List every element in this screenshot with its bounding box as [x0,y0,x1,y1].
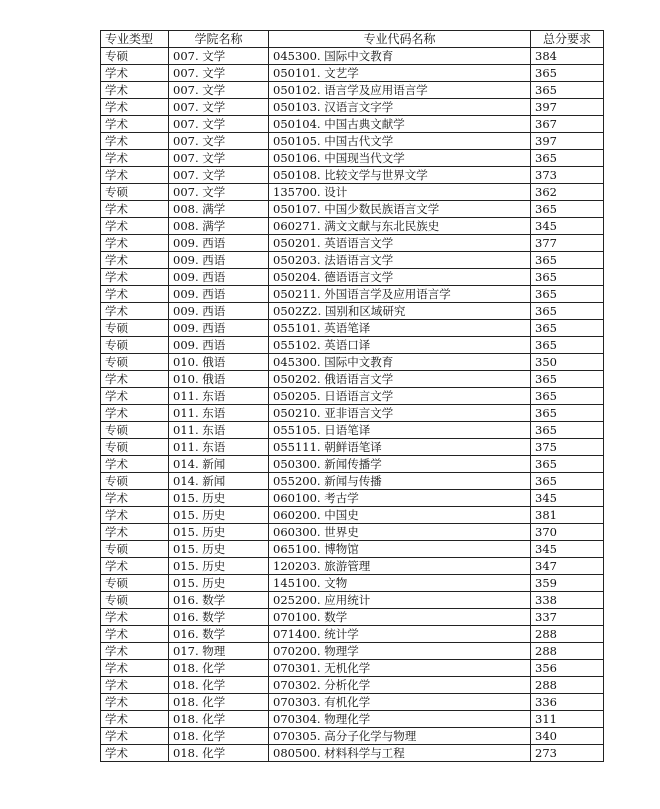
cell-major-code-name: 060271. 满文文献与东北民族史 [269,218,531,235]
cell-total-score: 288 [531,626,604,643]
cell-total-score: 365 [531,456,604,473]
cell-major-type: 学术 [101,218,169,235]
cell-college-name: 018. 化学 [169,745,269,762]
cell-college-name: 007. 文学 [169,116,269,133]
cell-total-score: 365 [531,150,604,167]
cell-total-score: 288 [531,643,604,660]
cell-total-score: 365 [531,388,604,405]
cell-college-name: 007. 文学 [169,184,269,201]
cell-college-name: 008. 满学 [169,201,269,218]
table-row [101,388,604,405]
cell-major-type: 学术 [101,660,169,677]
cell-major-type: 学术 [101,167,169,184]
cell-total-score: 345 [531,541,604,558]
cell-major-code-name: 055101. 英语笔译 [269,320,531,337]
cell-college-name: 009. 西语 [169,235,269,252]
cell-major-code-name: 055102. 英语口译 [269,337,531,354]
cell-college-name: 015. 历史 [169,507,269,524]
cell-major-code-name: 050210. 亚非语言文学 [269,405,531,422]
table-row [101,575,604,592]
cell-major-type: 学术 [101,133,169,150]
table-row [101,286,604,303]
table-row [101,235,604,252]
cell-major-code-name: 070302. 分析化学 [269,677,531,694]
table-row [101,269,604,286]
cell-major-code-name: 070305. 高分子化学与物理 [269,728,531,745]
cell-major-type: 学术 [101,711,169,728]
cell-major-type: 学术 [101,490,169,507]
cell-college-name: 009. 西语 [169,252,269,269]
cell-major-type: 专硕 [101,184,169,201]
cell-total-score: 365 [531,65,604,82]
cell-major-type: 专硕 [101,320,169,337]
cell-major-code-name: 050107. 中国少数民族语言文学 [269,201,531,218]
table-row [101,167,604,184]
cell-total-score: 370 [531,524,604,541]
header-major-code-name: 专业代码名称 [269,31,531,48]
table-row [101,558,604,575]
cell-total-score: 365 [531,269,604,286]
cell-major-type: 学术 [101,286,169,303]
cell-total-score: 359 [531,575,604,592]
cell-major-code-name: 055200. 新闻与传播 [269,473,531,490]
table-row [101,524,604,541]
table-row [101,133,604,150]
cell-major-code-name: 070200. 物理学 [269,643,531,660]
cell-major-type: 学术 [101,694,169,711]
cell-college-name: 011. 东语 [169,405,269,422]
header-row [101,31,604,48]
table-row [101,694,604,711]
cell-major-type: 学术 [101,626,169,643]
cell-major-type: 专硕 [101,422,169,439]
cell-major-code-name: 050102. 语言学及应用语言学 [269,82,531,99]
cell-total-score: 377 [531,235,604,252]
cell-major-code-name: 070100. 数学 [269,609,531,626]
cell-college-name: 011. 东语 [169,422,269,439]
cell-major-code-name: 050108. 比较文学与世界文学 [269,167,531,184]
cell-major-code-name: 025200. 应用统计 [269,592,531,609]
cell-total-score: 345 [531,490,604,507]
table-row [101,643,604,660]
cell-major-type: 学术 [101,728,169,745]
cell-total-score: 350 [531,354,604,371]
table-row [101,541,604,558]
table-row [101,82,604,99]
cell-major-code-name: 065100. 博物馆 [269,541,531,558]
cell-total-score: 356 [531,660,604,677]
cell-total-score: 365 [531,286,604,303]
table-row [101,252,604,269]
cell-total-score: 340 [531,728,604,745]
cell-college-name: 007. 文学 [169,167,269,184]
table-row [101,711,604,728]
cell-college-name: 009. 西语 [169,269,269,286]
cell-college-name: 016. 数学 [169,592,269,609]
cell-total-score: 345 [531,218,604,235]
cell-major-code-name: 050104. 中国古典文献学 [269,116,531,133]
table-header [101,31,604,48]
cell-major-code-name: 070301. 无机化学 [269,660,531,677]
cell-college-name: 014. 新闻 [169,473,269,490]
cell-total-score: 373 [531,167,604,184]
cell-major-code-name: 0502Z2. 国别和区域研究 [269,303,531,320]
cell-major-type: 学术 [101,388,169,405]
cell-total-score: 365 [531,82,604,99]
cell-college-name: 015. 历史 [169,541,269,558]
cell-college-name: 009. 西语 [169,337,269,354]
cell-total-score: 362 [531,184,604,201]
table-row [101,303,604,320]
cell-college-name: 007. 文学 [169,65,269,82]
cell-college-name: 017. 物理 [169,643,269,660]
cell-major-type: 学术 [101,405,169,422]
cell-major-type: 专硕 [101,337,169,354]
cell-major-type: 学术 [101,116,169,133]
cell-college-name: 009. 西语 [169,286,269,303]
cell-major-type: 学术 [101,745,169,762]
cell-total-score: 347 [531,558,604,575]
cell-major-code-name: 060200. 中国史 [269,507,531,524]
table-row [101,456,604,473]
cell-major-code-name: 050201. 英语语言文学 [269,235,531,252]
table-row [101,99,604,116]
table-row [101,422,604,439]
cell-major-code-name: 070304. 物理化学 [269,711,531,728]
cell-major-type: 学术 [101,235,169,252]
cell-major-type: 学术 [101,558,169,575]
cell-total-score: 365 [531,320,604,337]
cell-major-type: 学术 [101,371,169,388]
cell-major-type: 专硕 [101,473,169,490]
cell-college-name: 014. 新闻 [169,456,269,473]
table-row [101,439,604,456]
cell-major-code-name: 050105. 中国古代文学 [269,133,531,150]
cell-major-code-name: 050204. 德语语言文学 [269,269,531,286]
cell-college-name: 018. 化学 [169,660,269,677]
cell-total-score: 397 [531,99,604,116]
cell-major-type: 学术 [101,303,169,320]
cell-college-name: 015. 历史 [169,575,269,592]
cell-major-code-name: 055105. 日语笔译 [269,422,531,439]
cell-major-type: 学术 [101,82,169,99]
cell-major-type: 学术 [101,269,169,286]
cell-total-score: 367 [531,116,604,133]
cell-total-score: 397 [531,133,604,150]
cell-total-score: 384 [531,48,604,65]
table-row [101,677,604,694]
cell-college-name: 007. 文学 [169,48,269,65]
cell-major-type: 学术 [101,150,169,167]
cell-college-name: 011. 东语 [169,388,269,405]
table-row [101,507,604,524]
table-body [101,48,604,762]
cell-total-score: 365 [531,422,604,439]
cell-total-score: 365 [531,405,604,422]
header-major-type: 专业类型 [101,31,169,48]
table-row [101,660,604,677]
cell-major-type: 学术 [101,507,169,524]
cell-total-score: 288 [531,677,604,694]
cell-major-type: 学术 [101,456,169,473]
table-row [101,201,604,218]
cell-college-name: 015. 历史 [169,524,269,541]
cell-major-code-name: 050205. 日语语言文学 [269,388,531,405]
cell-total-score: 365 [531,303,604,320]
table-row [101,320,604,337]
cell-major-code-name: 135700. 设计 [269,184,531,201]
cell-major-code-name: 060100. 考古学 [269,490,531,507]
cell-total-score: 365 [531,337,604,354]
table-row [101,337,604,354]
cell-college-name: 018. 化学 [169,677,269,694]
cell-major-type: 专硕 [101,439,169,456]
cell-major-code-name: 050211. 外国语言学及应用语言学 [269,286,531,303]
header-college-name: 学院名称 [169,31,269,48]
cell-total-score: 336 [531,694,604,711]
cell-major-type: 学术 [101,677,169,694]
cell-major-type: 学术 [101,252,169,269]
cell-total-score: 365 [531,371,604,388]
cell-college-name: 008. 满学 [169,218,269,235]
cell-major-type: 专硕 [101,541,169,558]
cell-major-type: 专硕 [101,48,169,65]
cell-major-code-name: 060300. 世界史 [269,524,531,541]
cell-major-code-name: 055111. 朝鲜语笔译 [269,439,531,456]
cell-college-name: 011. 东语 [169,439,269,456]
cell-college-name: 010. 俄语 [169,371,269,388]
cell-major-code-name: 070303. 有机化学 [269,694,531,711]
cell-college-name: 018. 化学 [169,728,269,745]
cell-major-code-name: 120203. 旅游管理 [269,558,531,575]
cell-college-name: 009. 西语 [169,303,269,320]
cell-college-name: 007. 文学 [169,133,269,150]
table-row [101,184,604,201]
table-row [101,218,604,235]
cell-major-type: 专硕 [101,592,169,609]
cell-college-name: 010. 俄语 [169,354,269,371]
cell-major-code-name: 045300. 国际中文教育 [269,48,531,65]
table-row [101,490,604,507]
cell-major-type: 学术 [101,524,169,541]
cell-college-name: 016. 数学 [169,609,269,626]
cell-college-name: 015. 历史 [169,558,269,575]
table-row [101,405,604,422]
cell-major-type: 专硕 [101,575,169,592]
table-row [101,371,604,388]
cell-total-score: 365 [531,252,604,269]
table-row [101,354,604,371]
cell-major-code-name: 050203. 法语语言文学 [269,252,531,269]
cell-college-name: 007. 文学 [169,99,269,116]
table-row [101,745,604,762]
cell-college-name: 009. 西语 [169,320,269,337]
cell-major-code-name: 050106. 中国现当代文学 [269,150,531,167]
cell-major-code-name: 071400. 统计学 [269,626,531,643]
table-row [101,48,604,65]
table-row [101,728,604,745]
cell-major-type: 学术 [101,643,169,660]
table-row [101,150,604,167]
cell-major-type: 学术 [101,201,169,218]
cell-major-type: 学术 [101,609,169,626]
table-row [101,609,604,626]
cell-college-name: 007. 文学 [169,82,269,99]
cell-major-type: 学术 [101,99,169,116]
cell-total-score: 365 [531,201,604,218]
cell-major-type: 学术 [101,65,169,82]
cell-major-code-name: 050202. 俄语语言文学 [269,371,531,388]
cell-total-score: 375 [531,439,604,456]
cell-major-code-name: 050300. 新闻传播学 [269,456,531,473]
table-row [101,65,604,82]
table-row [101,116,604,133]
cell-college-name: 018. 化学 [169,694,269,711]
cell-major-type: 专硕 [101,354,169,371]
header-total-score: 总分要求 [531,31,604,48]
table-row [101,473,604,490]
cell-major-code-name: 050103. 汉语言文字学 [269,99,531,116]
cell-college-name: 015. 历史 [169,490,269,507]
table-row [101,592,604,609]
cell-total-score: 337 [531,609,604,626]
cell-major-code-name: 045300. 国际中文教育 [269,354,531,371]
cell-total-score: 311 [531,711,604,728]
cell-major-code-name: 050101. 文艺学 [269,65,531,82]
cell-major-code-name: 145100. 文物 [269,575,531,592]
cell-college-name: 016. 数学 [169,626,269,643]
table-row [101,626,604,643]
cell-total-score: 381 [531,507,604,524]
cell-major-code-name: 080500. 材料科学与工程 [269,745,531,762]
cell-total-score: 273 [531,745,604,762]
score-requirements-table [100,30,604,762]
cell-total-score: 365 [531,473,604,490]
cell-college-name: 018. 化学 [169,711,269,728]
cell-total-score: 338 [531,592,604,609]
cell-college-name: 007. 文学 [169,150,269,167]
